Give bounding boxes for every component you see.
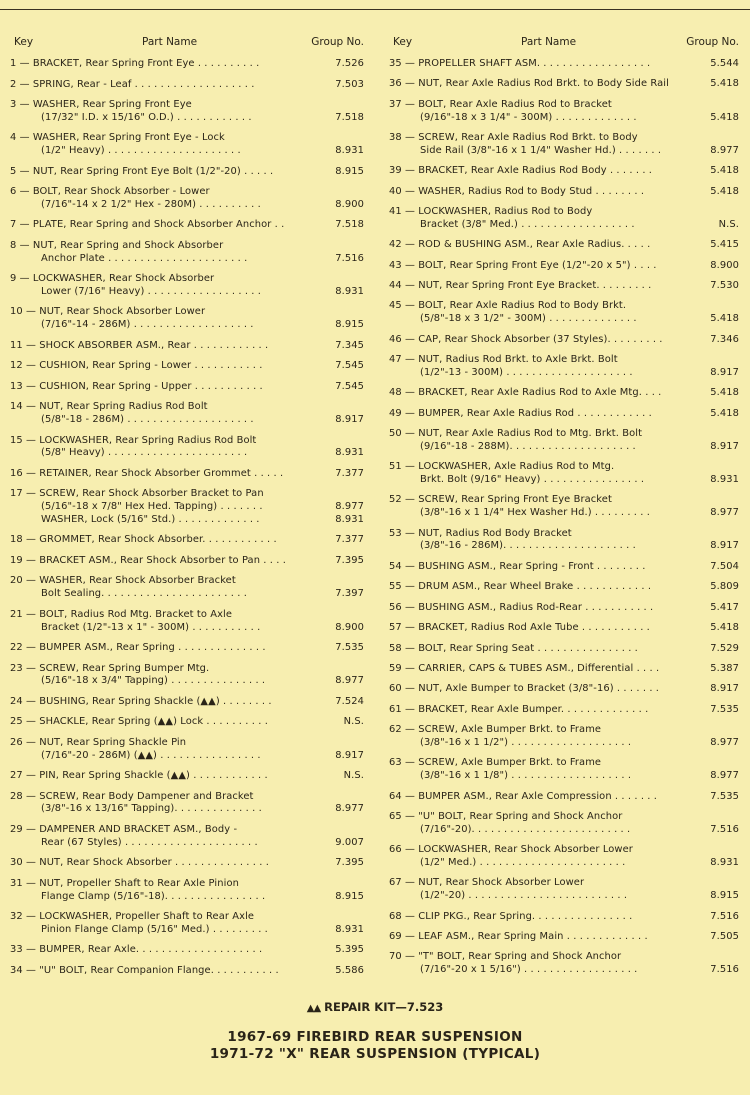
part-description: 5 — NUT, Rear Spring Front Eye Bolt (1/2"-20) . . . . . (10, 165, 274, 177)
group-number: 5.418 (710, 78, 739, 90)
part-description: 70 — "T" BOLT, Rear Spring and Shock Anchor (389, 951, 622, 963)
part-description-continued: (17/32" I.D. x 15/16" O.D.) . . . . . . . . . . . . (41, 111, 252, 123)
parts-list-item (10, 791, 366, 817)
group-number: 5.418 (710, 313, 739, 325)
page-title-line-2: 1971-72 "X" REAR SUSPENSION (TYPICAL) (209, 1046, 541, 1062)
part-description-continued: (3/8"-16 x 13/16" Tapping). . . . . . . . . . . . . . (41, 803, 262, 815)
part-description: 4 — WASHER, Rear Spring Front Eye - Lock (10, 132, 225, 144)
part-description: 18 — GROMMET, Rear Shock Absorber. . . . . . . . . . . . (10, 534, 277, 546)
group-number: 7.545 (335, 380, 364, 392)
group-number: 8.915 (335, 319, 364, 331)
part-description: 55 — DRUM ASM., Rear Wheel Brake . . . . . . . . . . . . (389, 581, 652, 593)
part-description: 39 — BRACKET, Rear Axle Radius Rod Body . . . . . . . (389, 165, 653, 177)
group-number: 7.518 (335, 111, 364, 123)
part-description: 2 — SPRING, Rear - Leaf . . . . . . . . . . . . . . . . . . . (10, 78, 255, 90)
left-column-header (10, 36, 366, 58)
group-number: 8.977 (335, 803, 364, 815)
parts-list-item (10, 306, 366, 332)
repair-kit-note (0, 1000, 750, 1014)
group-number: 5.418 (710, 165, 739, 177)
parts-list-item (10, 663, 366, 689)
group-number: 5.387 (710, 662, 739, 674)
part-description-continued: (1/2"-20) . . . . . . . . . . . . . . . . . . . . . . . . . (420, 890, 628, 902)
group-number: 8.931 (335, 145, 364, 157)
part-description: 69 — LEAF ASM., Rear Spring Main . . . . . . . . . . . . . (389, 930, 648, 942)
part-description: 6 — BOLT, Rear Shock Absorber - Lower (10, 186, 210, 198)
part-description: 40 — WASHER, Radius Rod to Body Stud . . . . . . . . (389, 185, 645, 197)
part-description-continued: (1/2"-13 - 300M) . . . . . . . . . . . . . . . . . . . . (420, 366, 633, 378)
right-column-header (389, 36, 741, 58)
repair-kit-symbol: ▲▲ (306, 1003, 321, 1014)
part-description: 36 — NUT, Rear Axle Radius Rod Brkt. to Body Side Rail (389, 78, 669, 90)
part-description: 30 — NUT, Rear Shock Absorber . . . . . . . . . . . . . . . (10, 857, 269, 869)
part-description: 68 — CLIP PKG., Rear Spring. . . . . . . . . . . . . . . . (389, 910, 633, 922)
group-number: N.S. (718, 218, 739, 230)
parts-list-item (10, 878, 366, 904)
group-number: 8.915 (710, 890, 739, 902)
part-description-continued: Side Rail (3/8"-16 x 1 1/4" Washer Hd.) . . . . . . . (420, 144, 662, 156)
group-number: 8.931 (710, 474, 739, 486)
group-number: 8.900 (335, 621, 364, 633)
group-number: 5.586 (335, 964, 364, 976)
part-description: 49 — BUMPER, Rear Axle Radius Rod . . . . . . . . . . . . (389, 407, 652, 419)
part-description: 58 — BOLT, Rear Spring Seat . . . . . . . . . . . . . . . . (389, 642, 638, 654)
part-description-continued: Bracket (3/8" Med.) . . . . . . . . . . . . . . . . . . (420, 218, 635, 230)
parts-list-item (389, 354, 741, 380)
part-description-continued: (3/8"-16 x 1 1/8") . . . . . . . . . . . . . . . . . . . (420, 770, 632, 782)
group-number: N.S. (343, 770, 364, 782)
part-description: 46 — CAP, Rear Shock Absorber (37 Styles). . . . . . . . . (389, 333, 663, 345)
parts-list-item (10, 575, 366, 601)
part-description: 34 — "U" BOLT, Rear Companion Flange. . . . . . . . . . . (10, 964, 279, 976)
part-description-continued: (5/16"-18 x 3/4" Tapping) . . . . . . . . . . . . . . . (41, 675, 266, 687)
part-description: 16 — RETAINER, Rear Shock Absorber Grommet . . . . . (10, 467, 284, 479)
group-number: 8.977 (710, 144, 739, 156)
part-description: 61 — BRACKET, Rear Axle Bumper. . . . . . . . . . . . . . (389, 703, 649, 715)
part-description: 42 — ROD & BUSHING ASM., Rear Axle Radius. . . . . (389, 239, 651, 251)
group-number: 7.516 (710, 823, 739, 835)
part-description: 11 — SHOCK ABSORBER ASM., Rear . . . . . . . . . . . . (10, 339, 269, 351)
part-description: 64 — BUMPER ASM., Rear Axle Compression . . . . . . . (389, 790, 658, 802)
parts-list-item (389, 186, 741, 199)
part-description: 31 — NUT, Propeller Shaft to Rear Axle Pinion (10, 877, 239, 889)
part-description-continued: (7/16"-20 - 286M) (▲▲) . . . . . . . . . . . . . . . . (41, 749, 261, 761)
parts-list-item (10, 965, 366, 978)
group-number: 7.516 (710, 910, 739, 922)
group-number: 8.917 (710, 540, 739, 552)
parts-list-item (10, 911, 366, 937)
part-description: 54 — BUSHING ASM., Rear Spring - Front . . . . . . . . (389, 560, 646, 572)
part-description: 19 — BRACKET ASM., Rear Shock Absorber to Pan . . . . (10, 554, 286, 566)
part-description: 33 — BUMPER, Rear Axle. . . . . . . . . . . . . . . . . . . . (10, 944, 263, 956)
part-description: 47 — NUT, Radius Rod Brkt. to Axle Brkt. Bolt (389, 354, 618, 366)
part-description: 59 — CARRIER, CAPS & TUBES ASM., Differential . . . . (389, 662, 660, 674)
parts-list-item (10, 737, 366, 763)
part-description-continued: Flange Clamp (5/16"-18). . . . . . . . . . . . . . . . (41, 890, 266, 902)
parts-list-item (10, 716, 366, 729)
part-description-continued: (3/8"-16 x 1 1/2") . . . . . . . . . . . . . . . . . . . (420, 736, 632, 748)
group-number: 7.395 (335, 554, 364, 566)
group-number: 5.418 (710, 111, 739, 123)
parts-list-item (389, 58, 741, 71)
parts-list-item (389, 844, 741, 870)
part-description-continued: (5/8" Heavy) . . . . . . . . . . . . . . . . . . . . . . (41, 447, 248, 459)
part-description-continued: (7/16"-20 x 1 5/16") . . . . . . . . . . . . . . . . . . (420, 964, 638, 976)
part-description-continued: (7/16"-14 - 286M) . . . . . . . . . . . . . . . . . . . (41, 319, 254, 331)
parts-list-item (10, 58, 366, 71)
parts-list-item (389, 334, 741, 347)
group-number: 5.544 (710, 58, 739, 69)
part-description: 41 — LOCKWASHER, Radius Rod to Body (389, 206, 593, 218)
group-number: 7.524 (335, 695, 364, 707)
parts-list-item (389, 300, 741, 326)
key-header: Key (393, 36, 413, 48)
part-description: 66 — LOCKWASHER, Rear Shock Absorber Lower (389, 844, 633, 856)
parts-list-item (10, 219, 366, 232)
part-description-continued: (5/8"-18 x 3 1/2" - 300M) . . . . . . . . . . . . . . (420, 313, 637, 325)
group-number: 7.345 (335, 339, 364, 351)
group-number: 5.415 (710, 239, 739, 251)
part-description-continued: (5/8"-18 - 286M) . . . . . . . . . . . . . . . . . . . . (41, 414, 254, 426)
part-description: 50 — NUT, Rear Axle Radius Rod to Mtg. Brkt. Bolt (389, 428, 643, 440)
part-description-continued: (9/16"-18 x 3 1/4" - 300M) . . . . . . . . . . . . . (420, 111, 637, 123)
parts-list-item (10, 609, 366, 635)
parts-list-item (389, 931, 741, 944)
group-number: 7.529 (710, 642, 739, 654)
group-number: 8.977 (335, 501, 364, 513)
part-description: 17 — SCREW, Rear Shock Absorber Bracket to Pan (10, 488, 264, 500)
group-number: 8.977 (335, 675, 364, 687)
parts-list-item (10, 79, 366, 92)
parts-list-item (10, 401, 366, 427)
group-number: 8.977 (710, 736, 739, 748)
group-number: 5.809 (710, 581, 739, 593)
part-description: 13 — CUSHION, Rear Spring - Upper . . . . . . . . . . . (10, 380, 263, 392)
group-number: 8.931 (335, 447, 364, 459)
part-description-continued: Anchor Plate . . . . . . . . . . . . . . . . . . . . . . (41, 252, 248, 264)
part-description-continued: WASHER, Lock (5/16" Std.) . . . . . . . . . . . . . (41, 513, 260, 525)
part-description-continued: (3/8"-16 x 1 1/4" Hex Washer Hd.) . . . . . . . . . (420, 507, 650, 519)
parts-list-item (10, 824, 366, 850)
parts-list-item (10, 186, 366, 212)
parts-list-item (389, 683, 741, 696)
part-description-continued: Brkt. Bolt (9/16" Heavy) . . . . . . . . . . . . . . . . (420, 474, 645, 486)
part-description: 7 — PLATE, Rear Spring and Shock Absorber Anchor . . (10, 219, 285, 231)
group-number: 7.505 (710, 930, 739, 942)
parts-list-item (389, 724, 741, 750)
part-description: 44 — NUT, Rear Spring Front Eye Bracket. . . . . . . . . (389, 280, 652, 292)
parts-list-item (389, 811, 741, 837)
parts-list-item (389, 951, 741, 977)
parts-list-item (389, 663, 741, 676)
part-description: 28 — SCREW, Rear Body Dampener and Bracket (10, 790, 254, 802)
group-number: 8.917 (335, 749, 364, 761)
part-description-continued: (9/16"-18 - 288M). . . . . . . . . . . . . . . . . . . . (420, 440, 636, 452)
parts-list-item (389, 528, 741, 554)
part-description: 45 — BOLT, Rear Axle Radius Rod to Body Brkt. (389, 300, 627, 312)
part-description: 29 — DAMPENER AND BRACKET ASM., Body - (10, 823, 238, 835)
group-number: 8.917 (710, 366, 739, 378)
part-name-header: Part Name (142, 36, 198, 48)
part-description: 24 — BUSHING, Rear Spring Shackle (▲▲) . . . . . . . . (10, 695, 272, 707)
group-number: 8.931 (335, 513, 364, 525)
group-number: 7.503 (335, 78, 364, 90)
group-number: N.S. (343, 716, 364, 728)
parts-list-item (10, 857, 366, 870)
group-number: 8.931 (710, 856, 739, 868)
group-number: 7.530 (710, 280, 739, 292)
part-description: 27 — PIN, Rear Spring Shackle (▲▲) . . . . . . . . . . . . (10, 770, 268, 782)
parts-list-item (10, 555, 366, 568)
parts-list-item (389, 704, 741, 717)
part-description: 53 — NUT, Radius Rod Body Bracket (389, 527, 572, 539)
part-description: 48 — BRACKET, Rear Axle Radius Rod to Axle Mtg. . . . (389, 387, 662, 399)
parts-list-item (10, 642, 366, 655)
part-description: 8 — NUT, Rear Spring and Shock Absorber (10, 239, 224, 251)
part-description: 43 — BOLT, Rear Spring Front Eye (1/2"-20 x 5") . . . . (389, 259, 657, 271)
left-parts-list (10, 58, 366, 978)
group-number: 8.900 (710, 259, 739, 271)
parts-list-item (389, 78, 741, 91)
right-column (389, 36, 741, 985)
part-description-continued: (5/16"-18 x 7/8" Hex Hed. Tapping) . . . . . . . (41, 501, 263, 513)
group-number: 8.977 (710, 770, 739, 782)
parts-list-item (389, 791, 741, 804)
part-description: 14 — NUT, Rear Spring Radius Rod Bolt (10, 401, 208, 413)
part-description-continued: (3/8"-16 - 286M). . . . . . . . . . . . . . . . . . . . . (420, 540, 636, 552)
parts-list-item (389, 387, 741, 400)
group-number: 8.917 (335, 414, 364, 426)
parts-list-item (389, 561, 741, 574)
group-number: 8.915 (335, 165, 364, 177)
group-number: 7.518 (335, 219, 364, 231)
parts-list-item (389, 877, 741, 903)
parts-list-item (10, 944, 366, 957)
page-title-line-1: 1967-69 FIREBIRD REAR SUSPENSION (227, 1029, 523, 1045)
part-description: 35 — PROPELLER SHAFT ASM. . . . . . . . . . . . . . . . . . (389, 58, 651, 69)
part-description: 12 — CUSHION, Rear Spring - Lower . . . . . . . . . . . (10, 360, 263, 372)
parts-list-item (389, 602, 741, 615)
group-number: 8.977 (710, 507, 739, 519)
part-description-continued: Rear (67 Styles) . . . . . . . . . . . . . . . . . . . . . (41, 836, 258, 848)
parts-list-item (389, 165, 741, 178)
parts-list-item (389, 132, 741, 158)
group-number: 5.395 (335, 944, 364, 956)
parts-list-item (389, 494, 741, 520)
group-number: 8.931 (335, 285, 364, 297)
part-description: 25 — SHACKLE, Rear Spring (▲▲) Lock . . . . . . . . . . (10, 716, 268, 728)
part-description-continued: Bolt Sealing. . . . . . . . . . . . . . . . . . . . . . . (41, 588, 247, 600)
group-number: 7.535 (335, 642, 364, 654)
parts-list-item (389, 643, 741, 656)
parts-list-item (389, 260, 741, 273)
part-description: 60 — NUT, Axle Bumper to Bracket (3/8"-16) . . . . . . . (389, 683, 660, 695)
parts-list-item (389, 581, 741, 594)
part-description-continued: Bracket (1/2"-13 x 1" - 300M) . . . . . . . . . . . (41, 621, 261, 633)
repair-kit-text: REPAIR KIT—7.523 (324, 1000, 444, 1014)
parts-list-item (10, 770, 366, 783)
group-number: 7.504 (710, 560, 739, 572)
parts-list-item (10, 696, 366, 709)
top-rule (0, 9, 750, 10)
group-no-header: Group No. (311, 36, 364, 48)
part-description: 3 — WASHER, Rear Spring Front Eye (10, 99, 192, 110)
part-description: 15 — LOCKWASHER, Rear Spring Radius Rod Bolt (10, 434, 257, 446)
part-description: 38 — SCREW, Rear Axle Radius Rod Brkt. to Body (389, 132, 638, 144)
group-number: 8.900 (335, 198, 364, 210)
part-description: 20 — WASHER, Rear Shock Absorber Bracket (10, 575, 236, 587)
part-description: 37 — BOLT, Rear Axle Radius Rod to Bracket (389, 98, 612, 110)
part-description: 63 — SCREW, Axle Bumper Brkt. to Frame (389, 757, 602, 769)
group-number: 8.915 (335, 890, 364, 902)
left-column (10, 36, 366, 985)
key-header: Key (14, 36, 34, 48)
parts-list-item (10, 132, 366, 158)
part-description: 10 — NUT, Rear Shock Absorber Lower (10, 306, 206, 318)
group-number: 5.418 (710, 387, 739, 399)
parts-list-item (389, 408, 741, 421)
group-number: 7.526 (335, 58, 364, 69)
parts-list-item (389, 428, 741, 454)
parts-list-item (10, 340, 366, 353)
part-description: 62 — SCREW, Axle Bumper Brkt. to Frame (389, 724, 602, 736)
parts-list-item (10, 534, 366, 547)
group-number: 8.917 (710, 683, 739, 695)
parts-list-item (10, 360, 366, 373)
group-number: 8.917 (710, 440, 739, 452)
group-number: 7.377 (335, 534, 364, 546)
group-number: 7.397 (335, 588, 364, 600)
parts-list-item (389, 280, 741, 293)
parts-list-item (389, 239, 741, 252)
part-description-continued: (1/2" Med.) . . . . . . . . . . . . . . . . . . . . . . . (420, 856, 626, 868)
group-number: 5.418 (710, 407, 739, 419)
group-number: 5.418 (710, 185, 739, 197)
part-description: 32 — LOCKWASHER, Propeller Shaft to Rear Axle (10, 911, 255, 923)
part-description: 52 — SCREW, Rear Spring Front Eye Bracket (389, 494, 612, 506)
right-parts-list (389, 58, 741, 977)
group-no-header: Group No. (686, 36, 739, 48)
parts-list-item (10, 435, 366, 461)
part-description: 56 — BUSHING ASM., Radius Rod-Rear . . . . . . . . . . . (389, 601, 654, 613)
part-description: 26 — NUT, Rear Spring Shackle Pin (10, 736, 187, 748)
part-description-continued: (7/16"-20). . . . . . . . . . . . . . . . . . . . . . . . . (420, 823, 631, 835)
group-number: 8.931 (335, 923, 364, 935)
group-number: 7.535 (710, 703, 739, 715)
group-number: 5.417 (710, 601, 739, 613)
group-number: 5.418 (710, 622, 739, 634)
parts-list-item (10, 240, 366, 266)
parts-list-item (389, 622, 741, 635)
part-description: 65 — "U" BOLT, Rear Spring and Shock Anchor (389, 810, 623, 822)
parts-list-item (10, 166, 366, 179)
parts-list-item (10, 468, 366, 481)
parts-list-item (389, 911, 741, 924)
parts-list-item (389, 206, 741, 232)
parts-list-item (389, 461, 741, 487)
parts-list-item (389, 757, 741, 783)
parts-list-item (10, 381, 366, 394)
part-description: 57 — BRACKET, Radius Rod Axle Tube . . . . . . . . . . . (389, 622, 650, 634)
part-description-continued: (7/16"-14 x 2 1/2" Hex - 280M) . . . . . . . . . . (41, 198, 261, 210)
group-number: 7.535 (710, 790, 739, 802)
group-number: 7.346 (710, 333, 739, 345)
parts-list-item (389, 99, 741, 125)
part-description-continued: (1/2" Heavy) . . . . . . . . . . . . . . . . . . . . . (41, 145, 241, 157)
parts-list-item (10, 488, 366, 526)
group-number: 7.516 (335, 252, 364, 264)
group-number: 7.395 (335, 857, 364, 869)
part-description: 21 — BOLT, Radius Rod Mtg. Bracket to Axle (10, 608, 233, 620)
part-description: 67 — NUT, Rear Shock Absorber Lower (389, 877, 585, 889)
part-description: 9 — LOCKWASHER, Rear Shock Absorber (10, 273, 215, 285)
group-number: 9.007 (335, 836, 364, 848)
group-number: 7.516 (710, 964, 739, 976)
part-description: 22 — BUMPER ASM., Rear Spring . . . . . . . . . . . . . . (10, 642, 266, 654)
part-description: 23 — SCREW, Rear Spring Bumper Mtg. (10, 662, 210, 674)
part-description: 51 — LOCKWASHER, Axle Radius Rod to Mtg. (389, 461, 615, 473)
parts-list-item (10, 99, 366, 125)
part-description-continued: Lower (7/16" Heavy) . . . . . . . . . . . . . . . . . . (41, 285, 262, 297)
part-description-continued: Pinion Flange Clamp (5/16" Med.) . . . . . . . . . (41, 923, 268, 935)
part-name-header: Part Name (521, 36, 577, 48)
group-number: 7.377 (335, 467, 364, 479)
group-number: 7.545 (335, 360, 364, 372)
parts-list-item (10, 273, 366, 299)
part-description: 1 — BRACKET, Rear Spring Front Eye . . . . . . . . . . (10, 58, 260, 69)
